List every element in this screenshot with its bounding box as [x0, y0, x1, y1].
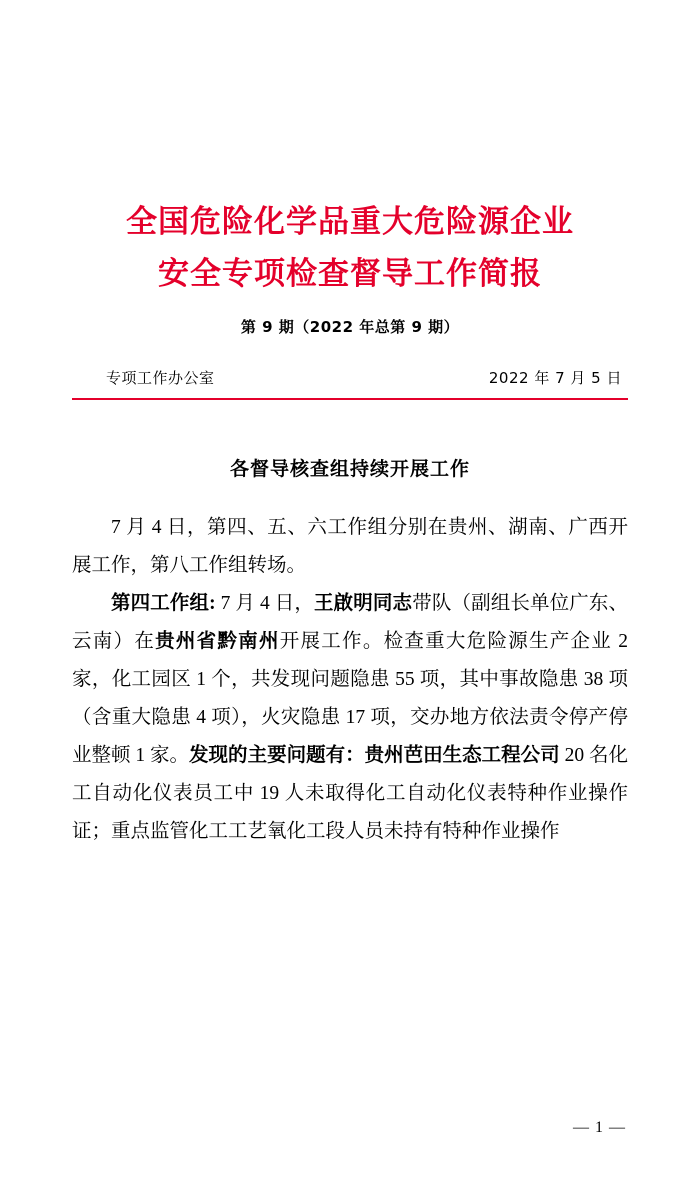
document-meta-row	[72, 367, 628, 388]
text-run: 7 月 4 日，第四、五、六工作组分别在贵州、湖南、广西开展工作，第八工作组转场。	[72, 517, 628, 576]
text-run: 20 名化工自动化仪表员工中 19 人未取得化工自动化仪表特种作业操作证；重点监管化工工艺氧化工段人员未持有特种作业操作	[72, 745, 628, 842]
text-run: 带队（副组长单位广东、云南）在	[72, 593, 628, 652]
document-title	[72, 196, 628, 300]
text-run: 贵州芭田生态工程公司	[364, 745, 560, 766]
issuing-office: 专项工作办公室	[106, 369, 215, 387]
issue-date: 2022 年 7 月 5 日	[488, 369, 622, 387]
paragraph	[72, 585, 628, 851]
document-page	[0, 196, 700, 1185]
document-body	[72, 509, 628, 851]
text-run: 开展工作。检查重大危险源生产企业 2 家，化工园区 1 个，共发现问题隐患 55 项，其中事故隐患 38 项（含重大隐患 4 项），火灾隐患 17 项，交办地方依法责令停产停业整顿 1 家。	[72, 631, 628, 766]
document-title-line-1: 全国危险化学品重大危险源企业	[126, 204, 574, 240]
page-number: — 1 —	[573, 1119, 626, 1136]
red-divider-rule	[72, 398, 628, 400]
text-run: 7 月 4 日，	[215, 593, 315, 614]
text-run: 王啟明同志	[314, 593, 413, 614]
issue-number: 第 9 期（2022 年总第 9 期）	[240, 318, 460, 336]
text-run: 贵州省黔南州	[155, 631, 280, 652]
document-title-line-2: 安全专项检查督导工作简报	[158, 256, 542, 292]
text-run: 第四工作组:	[111, 593, 216, 614]
text-run: 发现的主要问题有：	[189, 745, 365, 766]
section-heading: 各督导核查组持续开展工作	[229, 458, 470, 480]
paragraph	[72, 509, 628, 585]
